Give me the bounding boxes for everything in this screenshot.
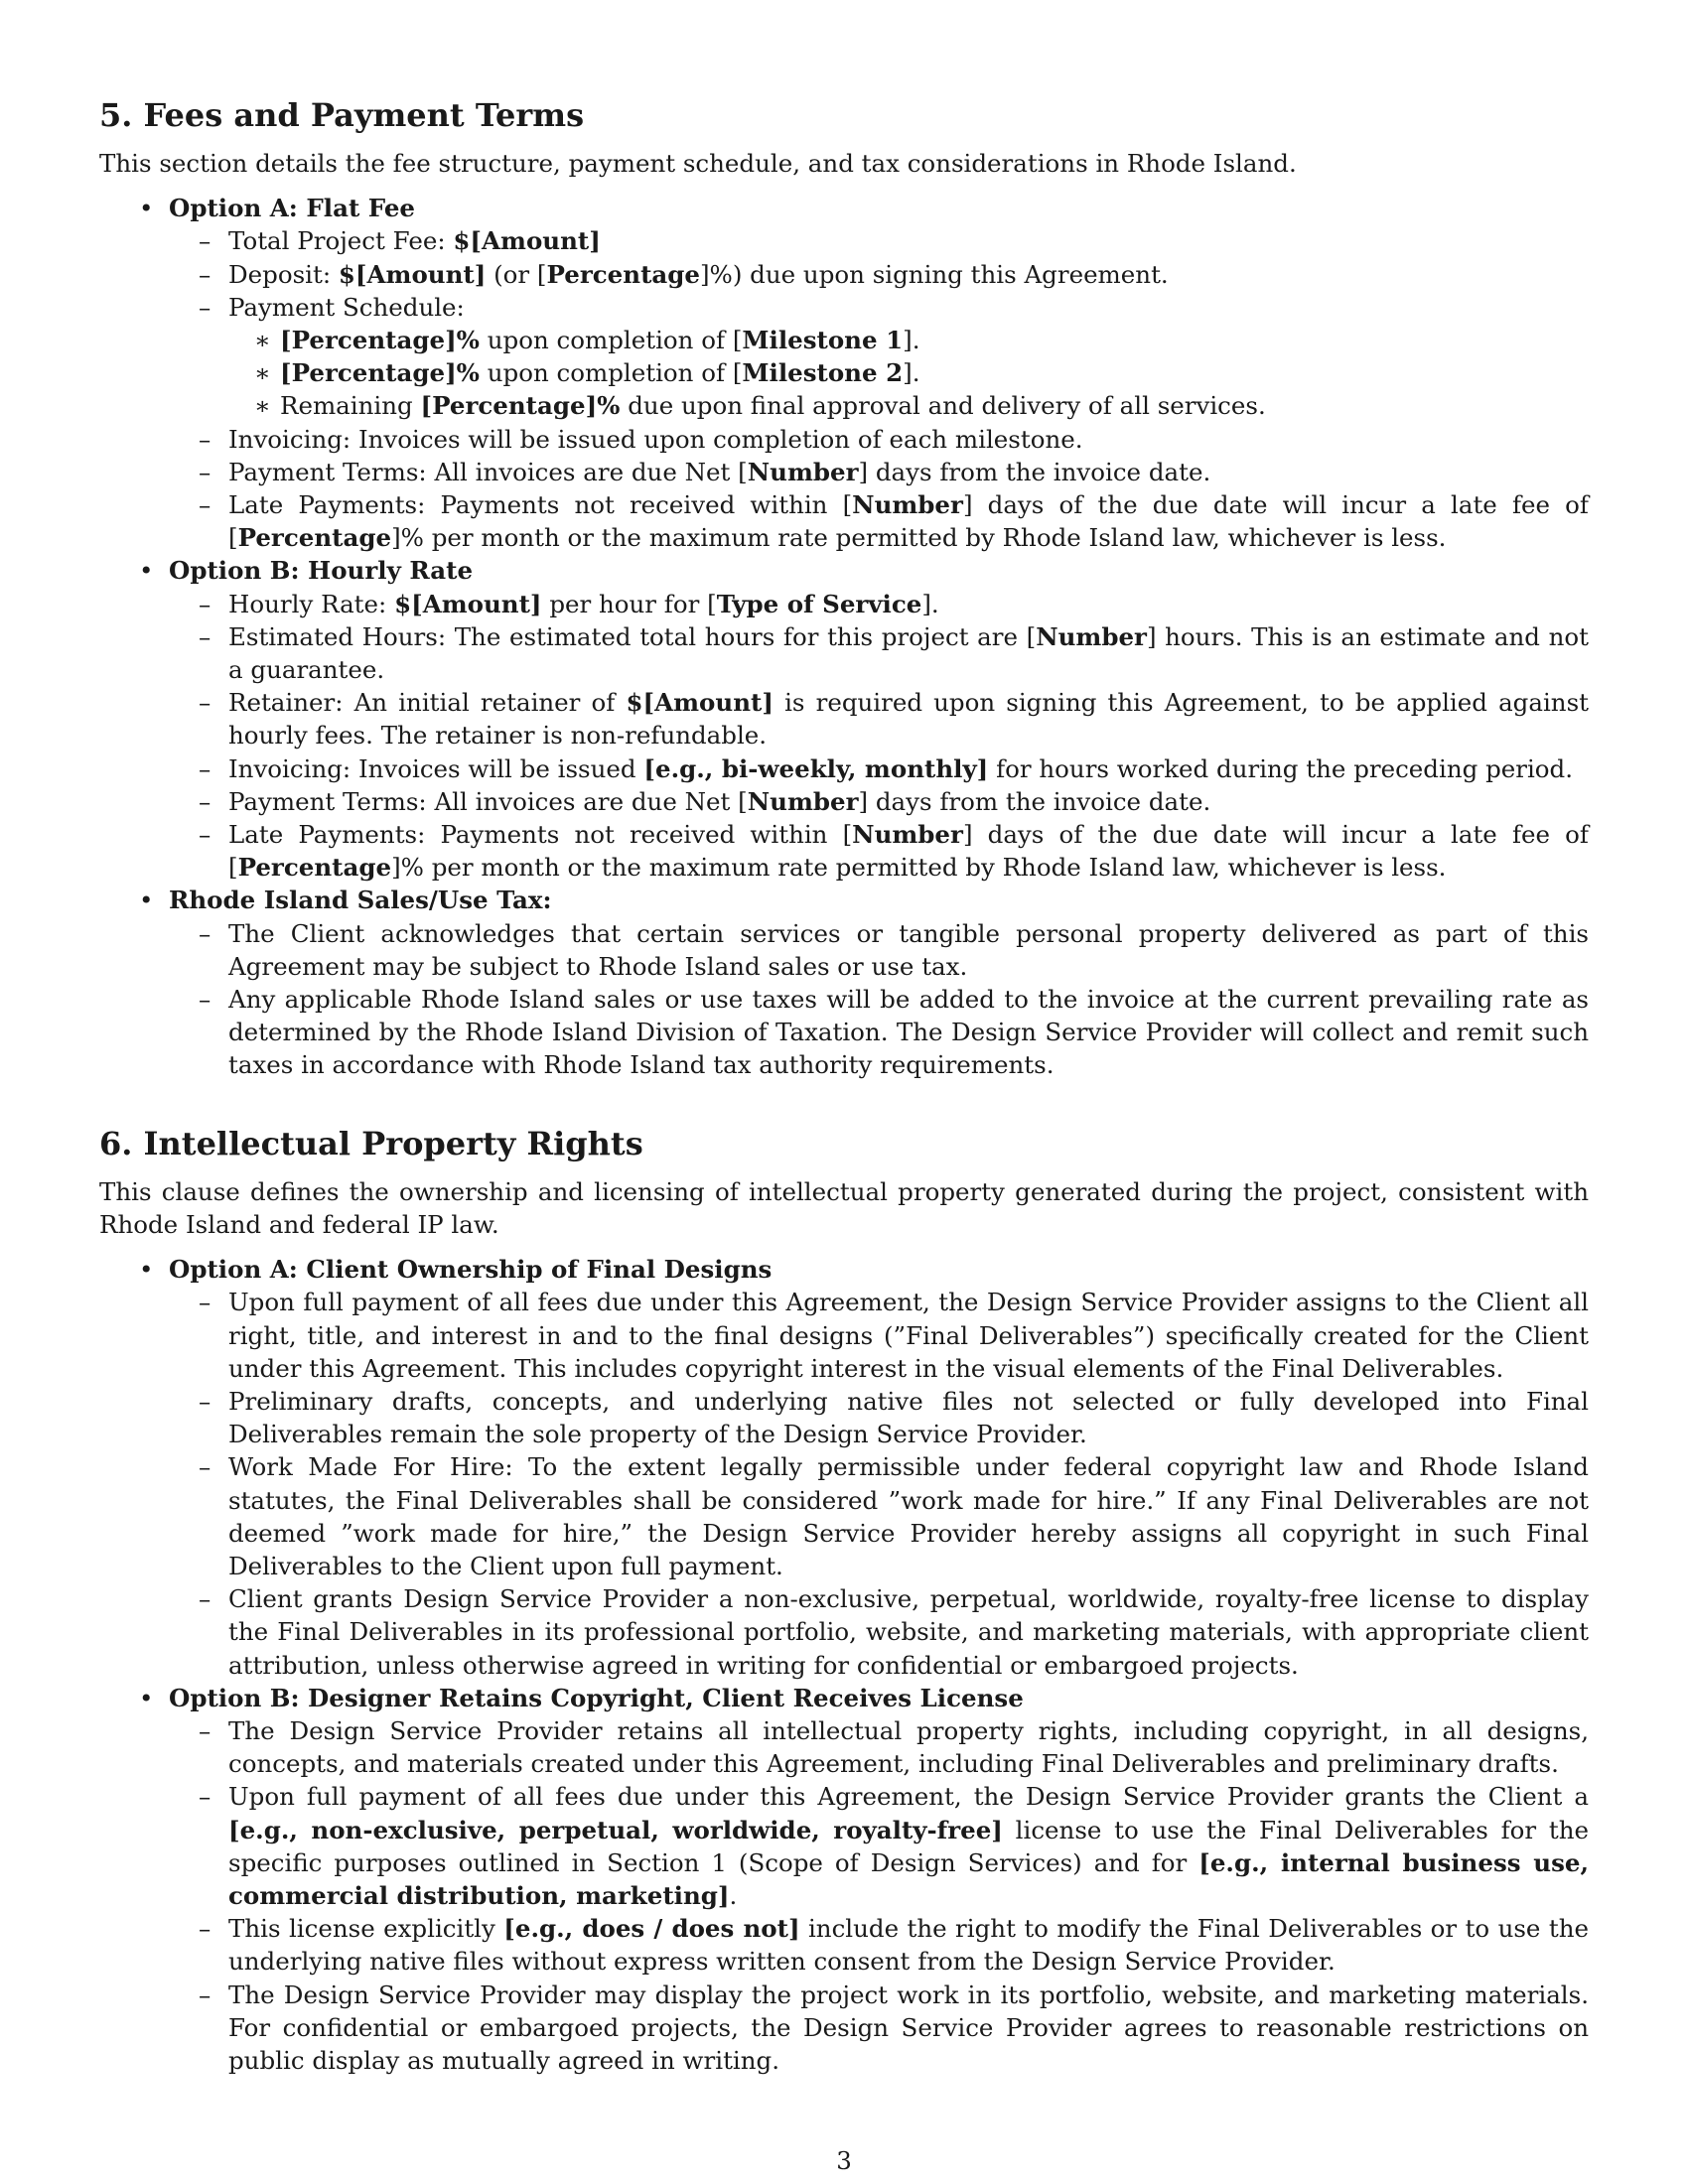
placeholder: $[Amount] — [394, 589, 542, 618]
text: This license explicitly — [228, 1914, 504, 1944]
text: ] days from the invoice date. — [858, 457, 1211, 486]
text: The Design Service Provider may display the project work in its portfolio, website, and marketing materials. For confidential or embargoed projects, the Design Service Provider agrees to reasonable restrictions on public display as mutually agreed in writing. — [228, 1979, 1589, 2075]
option-a-client-ownership — [99, 1253, 1589, 1682]
bullet-star: ∗ — [254, 391, 271, 421]
text: upon completion of [ — [479, 326, 743, 355]
list-item — [169, 488, 1589, 554]
text: for hours worked during the preceding period. — [988, 753, 1574, 783]
list-item — [169, 291, 1589, 423]
bullet-dot: • — [139, 886, 154, 915]
text: ] hours. This is an estimate and not a guarantee. — [228, 621, 1589, 685]
bullet-dash: – — [199, 753, 211, 783]
bullet-dot: • — [139, 1255, 154, 1285]
text: per hour for [ — [541, 589, 717, 618]
placeholder: [e.g., internal business use, commercial distribution, marketing] — [228, 1847, 1589, 1910]
bullet-dash: – — [199, 985, 211, 1015]
text: Late Payments: Payments not received within [ — [228, 490, 853, 520]
text: Payment Terms: All invoices are due Net [ — [228, 786, 748, 816]
list-item — [169, 686, 1589, 751]
payment-schedule-items — [228, 324, 1589, 423]
section-6-intro: This clause defines the ownership and licensing of intellectual property generated during the project, consistent with Rhode Island and federal IP law. — [99, 1176, 1589, 1239]
text: Hourly Rate: — [228, 589, 395, 618]
section-5-options — [99, 192, 1589, 1081]
text: ]%) due upon signing this Agreement. — [699, 259, 1169, 289]
text: Any applicable Rhode Island sales or use taxes will be added to the invoice at the current prevailing rate as determined by the Rhode Island Division of Taxation. The Design Service Provider will collect and remit such taxes in accordance with Rhode Island tax authority requirements. — [228, 985, 1589, 1080]
text: . — [729, 1880, 738, 1910]
text: The Design Service Provider retains all intellectual property rights, including copyright, in all designs, concepts, and materials created under this Agreement, including Final Deliverables and preliminary drafts. — [228, 1715, 1589, 1779]
bullet-dash: – — [199, 1452, 211, 1482]
placeholder: [e.g., bi-weekly, monthly] — [643, 753, 989, 783]
bullet-dash: – — [199, 1715, 211, 1745]
bullet-dash: – — [199, 1288, 211, 1317]
text: Payment Schedule: — [228, 292, 465, 322]
option-b-hourly-rate — [99, 554, 1589, 884]
text: Retainer: An initial retainer of — [228, 688, 627, 718]
text: upon completion of [ — [479, 358, 743, 388]
text: ]% per month or the maximum rate permitted by Rhode Island law, whichever is less. — [391, 523, 1447, 553]
placeholder: Type of Service — [716, 589, 922, 618]
text: ] days from the invoice date. — [858, 786, 1211, 816]
bullet-dash: – — [199, 918, 211, 948]
text: Total Project Fee: — [228, 226, 454, 256]
text: (or [ — [486, 259, 547, 289]
text: license to use the Final Deliverables for the specific purposes outlined in Section 1 (Scope of Design Services) and for — [228, 1815, 1589, 1877]
placeholder: [Percentage]% — [280, 326, 480, 355]
text: Work Made For Hire: To the extent legally permissible under federal copyright law and Rhode Island statutes, the Final Deliverables shall be considered ”work made for hire.” If any Final Deliverables are not deemed ”work made for hire,” the Design Service Provider hereby assigns all copyright in such Final Deliverables to the Client upon full payment. — [228, 1452, 1589, 1580]
bullet-dash: – — [199, 259, 211, 289]
text: Preliminary drafts, concepts, and underlying native files not selected or fully developed into Final Deliverables remain the sole property of the Design Service Provider. — [228, 1386, 1589, 1449]
bullet-dash: – — [199, 1584, 211, 1614]
bullet-dash: – — [199, 589, 211, 618]
text: Remaining — [280, 391, 421, 421]
placeholder: Milestone 1 — [742, 326, 904, 355]
text: ] days of the due date will incur a late fee of [ — [228, 820, 1589, 883]
list-item — [169, 1582, 1589, 1682]
section-5-heading: 5. Fees and Payment Terms — [99, 96, 585, 134]
text: Invoicing: Invoices will be issued upon completion of each milestone. — [228, 424, 1083, 454]
option-b-items — [169, 588, 1589, 885]
placeholder: $[Amount] — [453, 226, 601, 256]
tax-heading: Rhode Island Sales/Use Tax: — [169, 886, 552, 915]
bullet-dash: – — [199, 424, 211, 454]
list-item — [169, 1714, 1589, 1780]
option-a-ip-heading: Option A: Client Ownership of Final Designs — [169, 1255, 773, 1285]
list-item — [169, 423, 1589, 456]
text: Invoicing: Invoices will be issued — [228, 753, 644, 783]
placeholder: $[Amount] — [338, 259, 487, 289]
list-item — [169, 456, 1589, 488]
placeholder: Number — [747, 786, 859, 816]
option-a-flat-fee — [99, 192, 1589, 554]
bullet-dot: • — [139, 1683, 154, 1712]
bullet-dash: – — [199, 1386, 211, 1416]
text: Payment Terms: All invoices are due Net [ — [228, 457, 748, 486]
text: Client grants Design Service Provider a non-exclusive, perpetual, worldwide, royalty-free license to display the Final Deliverables in its professional portfolio, website, and marketing materials, with appropriate client attribution, unless otherwise agreed in writing for confidential or embargoed projects. — [228, 1584, 1589, 1680]
text: Upon full payment of all fees due under this Agreement, the Design Service Provider assigns to the Client all right, title, and interest in and to the final designs (”Final Deliverables”) specifically created for the Client under this Agreement. This includes copyright interest in the visual elements of the Final Deliverables. — [228, 1288, 1589, 1383]
list-item — [169, 1780, 1589, 1912]
placeholder: [Percentage]% — [280, 358, 480, 388]
list-item — [169, 1450, 1589, 1582]
list-item — [169, 752, 1589, 785]
bullet-dash: – — [199, 621, 211, 651]
list-item — [228, 356, 1589, 389]
option-b-designer-retains — [99, 1682, 1589, 2077]
list-item — [228, 389, 1589, 422]
list-item — [169, 1912, 1589, 1978]
bullet-dash: – — [199, 490, 211, 520]
text: include the right to modify the Final Deliverables or to use the underlying native files without express written consent from the Design Service Provider. — [228, 1914, 1589, 1977]
bullet-dash: – — [199, 226, 211, 256]
placeholder: Number — [852, 820, 963, 850]
placeholder: Percentage — [546, 259, 700, 289]
option-b-ip-heading: Option B: Designer Retains Copyright, Client Receives License — [169, 1683, 1024, 1712]
placeholder: Number — [1036, 621, 1147, 651]
bullet-dash: – — [199, 1979, 211, 2009]
section-5-intro: This section details the fee structure, payment schedule, and tax considerations in Rhode Island. — [99, 149, 1297, 178]
tax-items — [169, 917, 1589, 1082]
text: is required upon signing this Agreement, to be applied against hourly fees. The retainer is non-refundable. — [228, 688, 1589, 751]
option-b-ip-items — [169, 1714, 1589, 2077]
bullet-star: ∗ — [254, 358, 271, 388]
text: due upon final approval and delivery of all services. — [620, 391, 1266, 421]
list-item — [169, 917, 1589, 983]
bullet-dash: – — [199, 1914, 211, 1944]
placeholder: [Percentage]% — [420, 391, 621, 421]
list-item — [228, 324, 1589, 356]
list-item — [169, 1385, 1589, 1450]
list-item — [169, 983, 1589, 1082]
placeholder: [e.g., does / does not] — [503, 1914, 800, 1944]
placeholder: Number — [852, 490, 963, 520]
placeholder: [e.g., non-exclusive, perpetual, worldwide, royalty-free] — [228, 1815, 1003, 1844]
text: ]% per month or the maximum rate permitted by Rhode Island law, whichever is less. — [391, 853, 1447, 883]
text: Estimated Hours: The estimated total hours for this project are [ — [228, 621, 1037, 651]
bullet-dash: – — [199, 292, 211, 322]
section-6-heading: 6. Intellectual Property Rights — [99, 1124, 643, 1162]
text: ]. — [903, 358, 920, 388]
text: Late Payments: Payments not received within [ — [228, 820, 853, 850]
bullet-dash: – — [199, 1782, 211, 1812]
bullet-dash: – — [199, 688, 211, 718]
bullet-dash: – — [199, 786, 211, 816]
list-item — [169, 620, 1589, 686]
page-number: 3 — [836, 2146, 852, 2175]
placeholder: Milestone 2 — [742, 358, 904, 388]
text: ] days of the due date will incur a late fee of [ — [228, 490, 1589, 553]
text: Upon full payment of all fees due under this Agreement, the Design Service Provider grants the Client a — [228, 1782, 1589, 1812]
rhode-island-tax — [99, 884, 1589, 1081]
section-6-options — [99, 1253, 1589, 2077]
bullet-dash: – — [199, 820, 211, 850]
list-item — [169, 258, 1589, 291]
bullet-dot: • — [139, 556, 154, 586]
list-item — [169, 588, 1589, 620]
list-item — [169, 224, 1589, 257]
list-item — [169, 1286, 1589, 1385]
list-item — [169, 1979, 1589, 2078]
placeholder: Number — [747, 457, 859, 486]
text: The Client acknowledges that certain services or tangible personal property delivered as part of this Agreement may be subject to Rhode Island sales or use tax. — [228, 918, 1589, 981]
option-a-items — [169, 224, 1589, 554]
placeholder: Percentage — [237, 853, 392, 883]
placeholder: $[Amount] — [626, 688, 774, 718]
list-item — [169, 818, 1589, 884]
bullet-dot: • — [139, 194, 154, 223]
bullet-dash: – — [199, 457, 211, 486]
option-a-ip-items — [169, 1286, 1589, 1681]
text: ]. — [921, 589, 939, 618]
bullet-star: ∗ — [254, 326, 271, 355]
placeholder: Percentage — [237, 523, 392, 553]
text: ]. — [903, 326, 920, 355]
text: Deposit: — [228, 259, 339, 289]
option-a-heading: Option A: Flat Fee — [169, 194, 416, 223]
page-content — [99, 93, 1589, 2077]
list-item — [169, 785, 1589, 818]
option-b-heading: Option B: Hourly Rate — [169, 556, 474, 586]
